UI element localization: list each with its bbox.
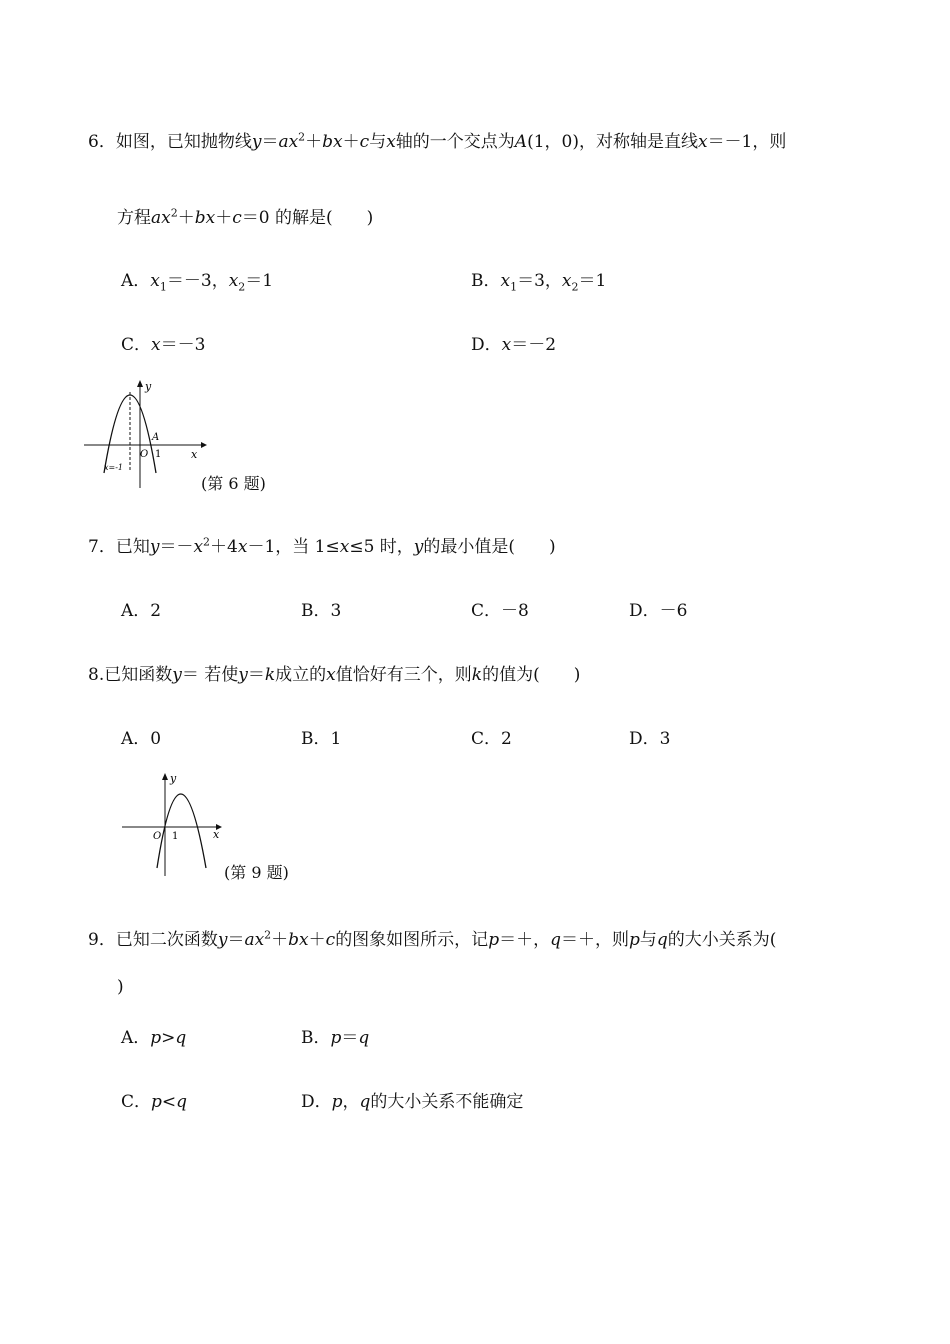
y-axis-arrow <box>137 380 143 387</box>
q9-stem-continued: ) <box>117 977 124 997</box>
x-axis-arrow <box>201 442 207 448</box>
q6-line2: 方程$ax^2+bx+c=0$ 的解是( ) <box>117 206 374 228</box>
q9-option-c[interactable]: C．p<q <box>121 1092 188 1112</box>
q6-number: 6． <box>88 132 116 152</box>
q6-caption: (第 6 题) <box>201 474 266 493</box>
q7-option-a[interactable]: A．2 <box>121 601 162 621</box>
q6-parabola-figure <box>84 376 214 491</box>
y-label: y <box>145 380 152 393</box>
q8-option-a[interactable]: A．0 <box>121 729 162 749</box>
symmetry-axis-label: x=-1 <box>104 463 124 472</box>
q8-stem: 8.已知函数y＝ 若使y＝k成立的x值恰好有三个，则k的值为( ) <box>88 665 581 685</box>
q9-caption: (第 9 题) <box>224 863 289 882</box>
q6-option-c[interactable]: C．x＝－3 <box>121 335 206 355</box>
q9-option-d[interactable]: D．p，q的大小关系不能确定 <box>301 1092 524 1112</box>
y-axis-arrow <box>162 773 168 780</box>
one-label: 1 <box>172 831 179 842</box>
q9-parabola-figure <box>120 770 232 880</box>
q8-option-c[interactable]: C．2 <box>471 729 512 749</box>
q6-option-b[interactable]: B．$x_1=3$，$x_2=1$ <box>471 271 607 294</box>
q6-option-d[interactable]: D．x＝－2 <box>471 335 557 355</box>
point-a-label: A <box>152 432 160 443</box>
origin-label: O <box>153 831 162 842</box>
q7-number: 7． <box>88 537 116 557</box>
q9-option-b[interactable]: B．p＝q <box>301 1028 370 1048</box>
x-label: x <box>213 828 220 841</box>
y-label: y <box>170 772 177 785</box>
q9-number: 9． <box>88 930 116 950</box>
x-label: x <box>191 448 198 461</box>
q7-option-d[interactable]: D．－6 <box>629 601 688 621</box>
q9-option-a[interactable]: A．p>q <box>121 1028 187 1048</box>
q8-option-b[interactable]: B．1 <box>301 729 342 749</box>
parabola-curve <box>157 794 206 868</box>
q7-option-c[interactable]: C．－8 <box>471 601 529 621</box>
q8-number: 8. <box>88 665 105 685</box>
origin-label: O <box>140 449 149 460</box>
q7-option-b[interactable]: B．3 <box>301 601 342 621</box>
q7-stem: 7．已知$y=-x^2+4x-1$，当 1≤x≤5 时，y的最小值是( ) <box>88 535 556 557</box>
q9-stem: 9．已知二次函数$y=ax^2+bx+c$的图象如图所示，记p＝＋，q＝＋，则p与q的大小关系为( <box>88 928 777 950</box>
one-label: 1 <box>155 449 162 460</box>
q8-option-d[interactable]: D．3 <box>629 729 671 749</box>
q6-line1: 6．如图，已知抛物线$y=ax^2+bx+c$与x轴的一个交点为A(1，0)，对称轴是直线x＝－1，则 <box>88 130 787 152</box>
q6-option-a[interactable]: A．$x_1=-3$，$x_2=1$ <box>121 271 274 294</box>
